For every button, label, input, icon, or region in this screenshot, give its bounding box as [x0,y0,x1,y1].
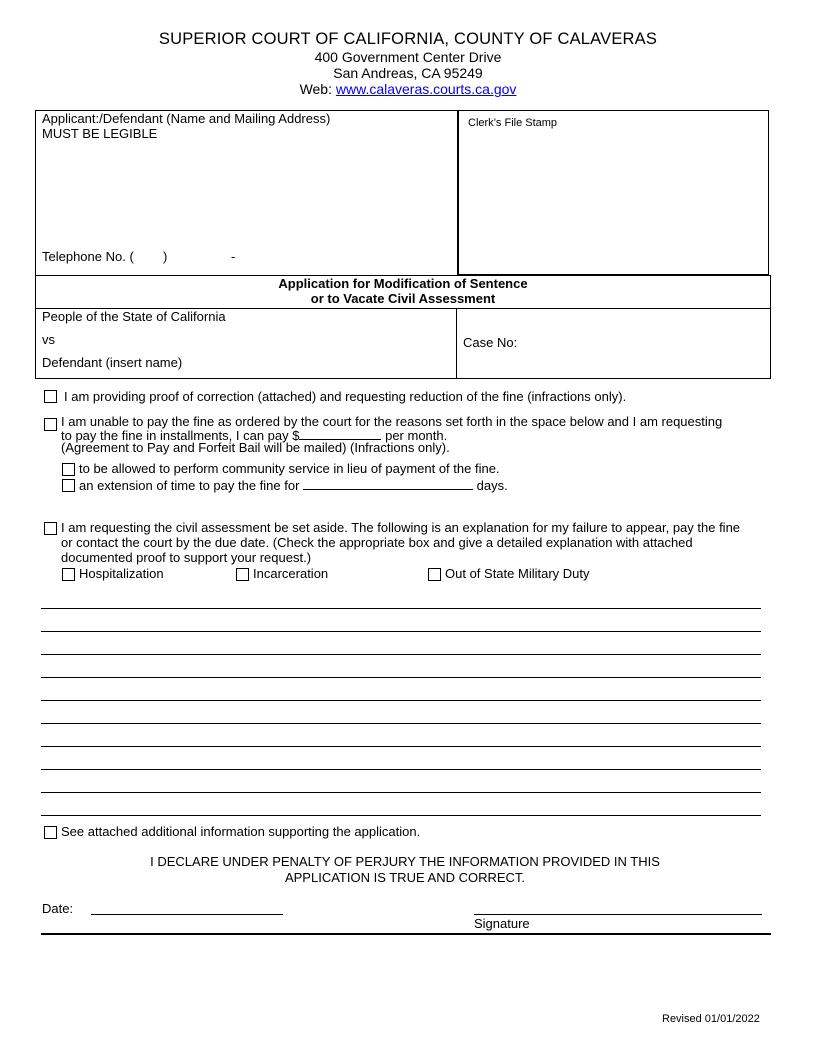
revision-date: Revised 01/01/2022 [662,1013,760,1025]
extension-checkbox[interactable] [62,479,75,492]
community-service-text: to be allowed to perform community service in lieu of payment of the fine. [79,461,500,476]
telephone-dash: - [231,249,236,264]
explanation-line[interactable] [41,654,761,655]
explanation-line[interactable] [41,677,761,678]
bottom-rule [41,933,771,935]
incarceration-label: Incarceration [253,566,329,581]
civil-assessment-line2: or contact the court by the due date. (Check the appropriate box and give a detailed explanation with attached [61,535,693,550]
court-web [0,81,816,97]
attached-info-text: See attached additional information supporting the application. [61,824,421,839]
unable-to-pay-line1: I am unable to pay the fine as ordered by the court for the reasons set forth in the space below and I am requesting [61,414,723,429]
civil-assessment-checkbox[interactable] [44,522,57,535]
clerk-stamp-box [458,110,769,275]
attached-info-checkbox[interactable] [44,826,57,839]
form-title-line2: or to Vacate Civil Assessment [310,291,496,306]
extension-days-field[interactable] [303,478,473,490]
explanation-line[interactable] [41,746,761,747]
legible-note: MUST BE LEGIBLE [42,126,158,141]
explanation-line[interactable] [41,723,761,724]
declaration-line1: I DECLARE UNDER PENALTY OF PERJURY THE INFORMATION PROVIDED IN THIS [150,854,660,869]
extension-text: an extension of time to pay the fine for [79,478,300,493]
explanation-line[interactable] [41,631,761,632]
hospitalization-label: Hospitalization [79,566,164,581]
explanation-line[interactable] [41,792,761,793]
court-address-line2: San Andreas, CA 95249 [333,65,483,81]
clerk-stamp-label: Clerk’s File Stamp [468,117,558,129]
court-name: SUPERIOR COURT OF CALIFORNIA, COUNTY OF CALAVERAS [158,30,658,48]
signature-label: Signature [474,916,530,931]
community-service-checkbox[interactable] [62,463,75,476]
applicant-label: Applicant:/Defendant (Name and Mailing Address) [42,111,331,126]
proof-correction-text: I am providing proof of correction (attached) and requesting reduction of the fine (infractions only). [64,389,627,404]
extension-line [79,478,508,493]
case-number-label: Case No: [463,335,518,350]
incarceration-checkbox[interactable] [236,568,249,581]
military-duty-checkbox[interactable] [428,568,441,581]
civil-assessment-line1: I am requesting the civil assessment be set aside. The following is an explanation for my failure to appear, pay the fine [61,520,741,535]
people-label: People of the State of California [42,309,226,324]
explanation-line[interactable] [41,700,761,701]
signature-field[interactable] [474,914,762,915]
defendant-label: Defendant (insert name) [42,355,183,370]
military-duty-label: Out of State Military Duty [445,566,590,581]
unable-to-pay-line3: (Agreement to Pay and Forfeit Bail will be mailed) (Infractions only). [61,440,450,455]
civil-assessment-line3: documented proof to support your request.) [61,550,312,565]
explanation-line[interactable] [41,815,761,816]
form-title-line1: Application for Modification of Sentence [278,276,528,291]
per-month-text: per month. [385,428,448,443]
telephone-close-paren: ) [163,249,168,264]
explanation-line[interactable] [41,608,761,609]
unable-to-pay-checkbox[interactable] [44,418,57,431]
web-label: Web: [299,81,332,97]
telephone-label: Telephone No. ( [42,249,134,264]
date-label: Date: [42,901,74,916]
court-website-link[interactable]: www.calaveras.courts.ca.gov [335,81,517,97]
proof-correction-checkbox[interactable] [44,390,57,403]
court-address-line1: 400 Government Center Drive [314,49,502,65]
days-text: days. [476,478,508,493]
declaration-line2: APPLICATION IS TRUE AND CORRECT. [284,870,526,885]
installment-amount-field[interactable] [299,428,381,440]
vs-label: vs [42,332,55,347]
hospitalization-checkbox[interactable] [62,568,75,581]
explanation-line[interactable] [41,769,761,770]
date-field[interactable] [91,914,283,915]
installment-text: to pay the fine in installments, I can pay $ [61,428,300,443]
